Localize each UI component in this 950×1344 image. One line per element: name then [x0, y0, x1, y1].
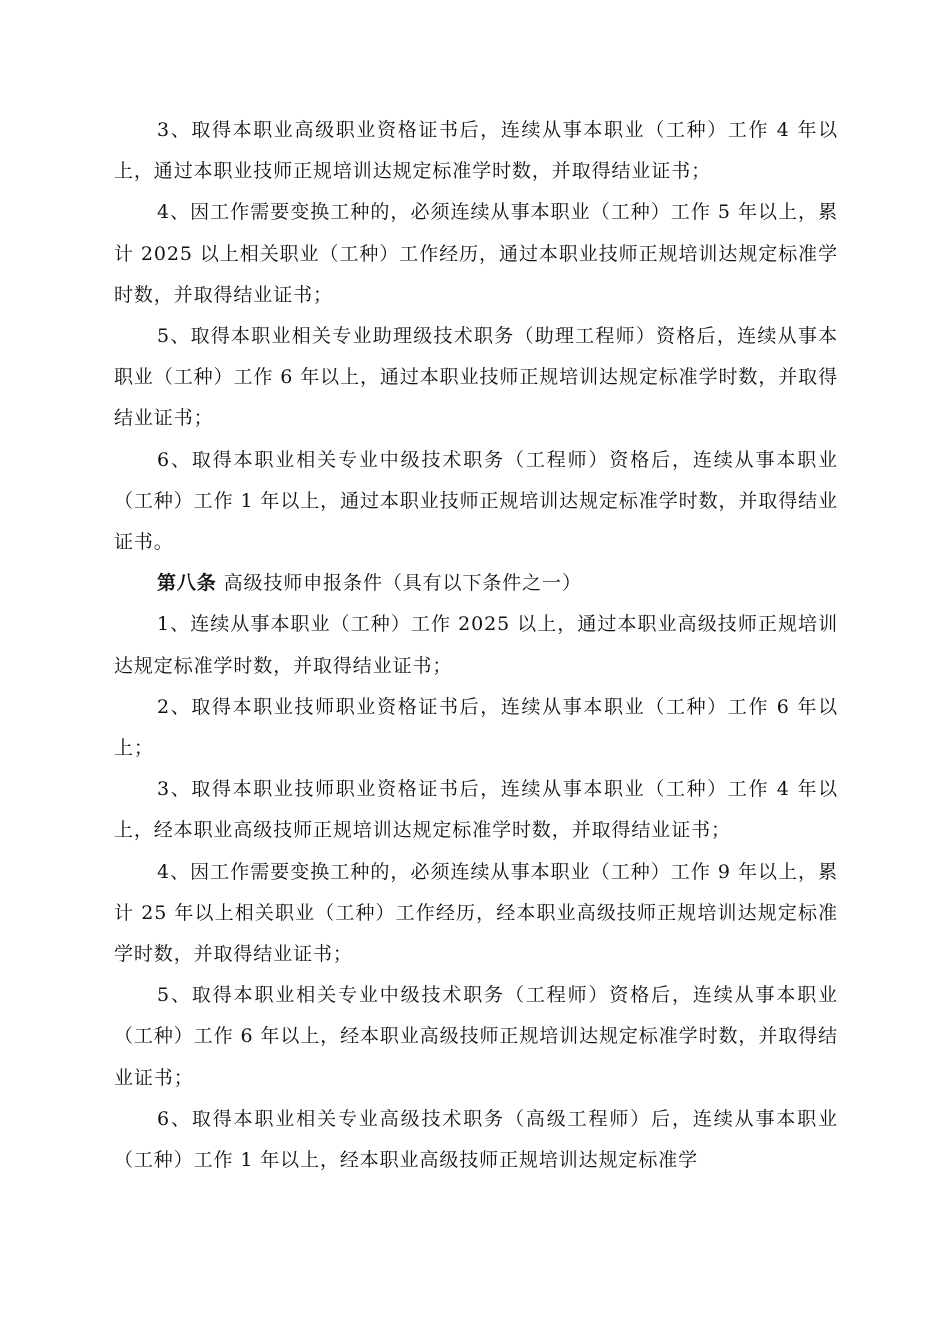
article-8-heading	[114, 563, 838, 604]
article-8-item-3: 3、取得本职业技师职业资格证书后，连续从事本职业（工种）工作 4 年以上，经本职业高级技师正规培训达规定标准学时数，并取得结业证书；	[114, 778, 838, 842]
paragraph-item-3: 3、取得本职业高级职业资格证书后，连续从事本职业（工种）工作 4 年以上，通过本职业技师正规培训达规定标准学时数，并取得结业证书；	[114, 119, 838, 183]
paragraph-item-5: 5、取得本职业相关专业助理级技术职务（助理工程师）资格后，连续从事本职业（工种）工作 6 年以上，通过本职业技师正规培训达规定标准学时数，并取得结业证书；	[114, 325, 838, 430]
article-8-item-2: 2、取得本职业技师职业资格证书后，连续从事本职业（工种）工作 6 年以上；	[114, 695, 838, 760]
article-8-label: 第八条	[157, 572, 217, 595]
article-8-item-5: 5、取得本职业相关专业中级技术职务（工程师）资格后，连续从事本职业（工种）工作 6 年以上，经本职业高级技师正规培训达规定标准学时数，并取得结业证书；	[114, 984, 838, 1089]
article-8-item-6: 6、取得本职业相关专业高级技术职务（高级工程师）后，连续从事本职业（工种）工作 1 年以上，经本职业高级技师正规培训达规定标准学	[114, 1107, 838, 1172]
document-body	[114, 110, 838, 1181]
article-8-title: 高级技师申报条件（具有以下条件之一）	[223, 572, 582, 595]
paragraph-item-6: 6、取得本职业相关专业中级技术职务（工程师）资格后，连续从事本职业（工种）工作 1 年以上，通过本职业技师正规培训达规定标准学时数，并取得结业证书。	[114, 448, 838, 554]
article-8-item-4: 4、因工作需要变换工种的，必须连续从事本职业（工种）工作 9 年以上，累计 25 年以上相关职业（工种）工作经历，经本职业高级技师正规培训达规定标准学时数，并取得结业证书；	[114, 860, 838, 966]
article-8-item-1: 1、连续从事本职业（工种）工作 2025 以上，通过本职业高级技师正规培训达规定标准学时数，并取得结业证书；	[114, 613, 838, 677]
paragraph-item-4: 4、因工作需要变换工种的，必须连续从事本职业（工种）工作 5 年以上，累计 2025 以上相关职业（工种）工作经历，通过本职业技师正规培训达规定标准学时数，并取得结业证书；	[114, 201, 838, 306]
